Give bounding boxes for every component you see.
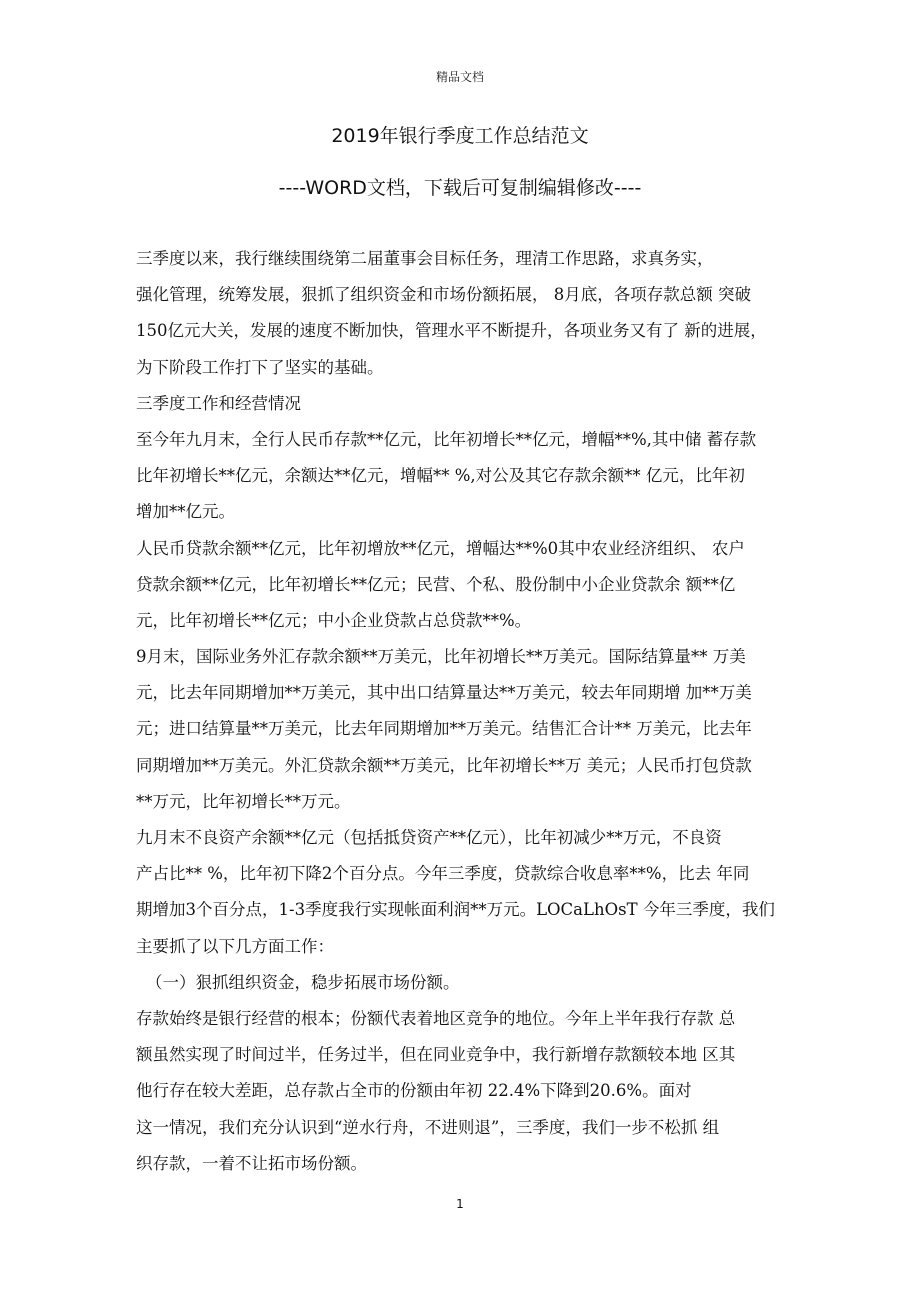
text-line: 比年初增长**亿元，余额达**亿元，增幅** %,对公及其它存款余额** 亿元，比年初: [136, 466, 745, 486]
text-line: 期增加3个百分点，1-3季度我行实现帐面利润**万元。LOCaLhOsT 今年三季度，我们: [136, 900, 775, 920]
text-line: 织存款，一着不让拓市场份额。: [136, 1153, 367, 1173]
document-title: 2019年银行季度工作总结范文: [331, 125, 589, 147]
text-line: **万元，比年初增长**万元。: [136, 791, 351, 811]
text-line: 元，比去年同期增加**万美元，其中出口结算量达**万美元，较去年同期增 加**万美: [136, 683, 752, 703]
text-line: 同期增加**万美元。外汇贷款余额**万美元，比年初增长**万 美元；人民币打包贷款: [136, 755, 752, 775]
text-line: 产占比** %，比年初下降2个百分点。今年三季度，贷款综合收息率**%，比去 年同: [136, 864, 750, 884]
text-line: 存款始终是银行经营的根本；份额代表着地区竞争的地位。今年上半年我行存款 总: [136, 1008, 736, 1028]
page-header: 精品文档: [435, 70, 484, 84]
page-number: 1: [456, 1197, 464, 1211]
text-line: 三季度以来，我行继续围绕第二届董事会目标任务，理清工作思路，求真务实，: [136, 249, 714, 268]
document-subtitle: ----WORD文档，下载后可复制编辑修改----: [278, 177, 642, 199]
text-line: 为下阶段工作打下了坚实的基础。: [136, 357, 384, 377]
document-body: [136, 241, 786, 1182]
text-line: 增加**亿元。: [136, 502, 235, 522]
text-line: 他行存在较大差距，总存款占全市的份额由年初 22.4%下降到20.6%。面对: [136, 1081, 692, 1101]
text-line: 至今年九月末，全行人民币存款**亿元，比年初增长**亿元，增幅**%,其中储 蓄存款: [136, 429, 757, 449]
text-line: 人民币贷款余额**亿元，比年初增放**亿元，增幅达**%0其中农业经济组织、 农户: [136, 538, 745, 558]
text-line: 这一情况，我们充分认识到“逆水行舟，不进则退”，三季度，我们一步不松抓 组: [136, 1117, 720, 1137]
text-line: 元，比年初增长**亿元；中小企业贷款占总贷款**%。: [136, 610, 532, 630]
text-line: 元；进口结算量**万美元，比去年同期增加**万美元。结售汇合计** 万美元，比去年: [136, 719, 752, 739]
text-line: 贷款余额**亿元，比年初增长**亿元；民营、个私、股份制中小企业贷款余 额**亿: [136, 574, 736, 594]
text-line: 150亿元大关，发展的速度不断加快，管理水平不断提升，各项业务又有了 新的进展，: [136, 321, 767, 341]
section-heading: 三季度工作和经营情况: [136, 393, 301, 413]
text-line: 额虽然实现了时间过半，任务过半，但在同业竞争中，我行新增存款额较本地 区其: [136, 1045, 736, 1065]
text-line: 9月末，国际业务外汇存款余额**万美元，比年初增长**万美元。国际结算量** 万美: [136, 647, 746, 667]
text-line: 九月末不良资产余额**亿元（包括抵贷资产**亿元），比年初减少**万元，不良资: [136, 828, 722, 847]
subsection-heading: （一）狠抓组织资金，稳步拓展市场份额。: [146, 972, 460, 992]
text-line: 主要抓了以下几方面工作：: [136, 936, 334, 956]
text-line: 强化管理，统筹发展，狠抓了组织资金和市场份额拓展， 8月底，各项存款总额 突破: [136, 285, 751, 305]
